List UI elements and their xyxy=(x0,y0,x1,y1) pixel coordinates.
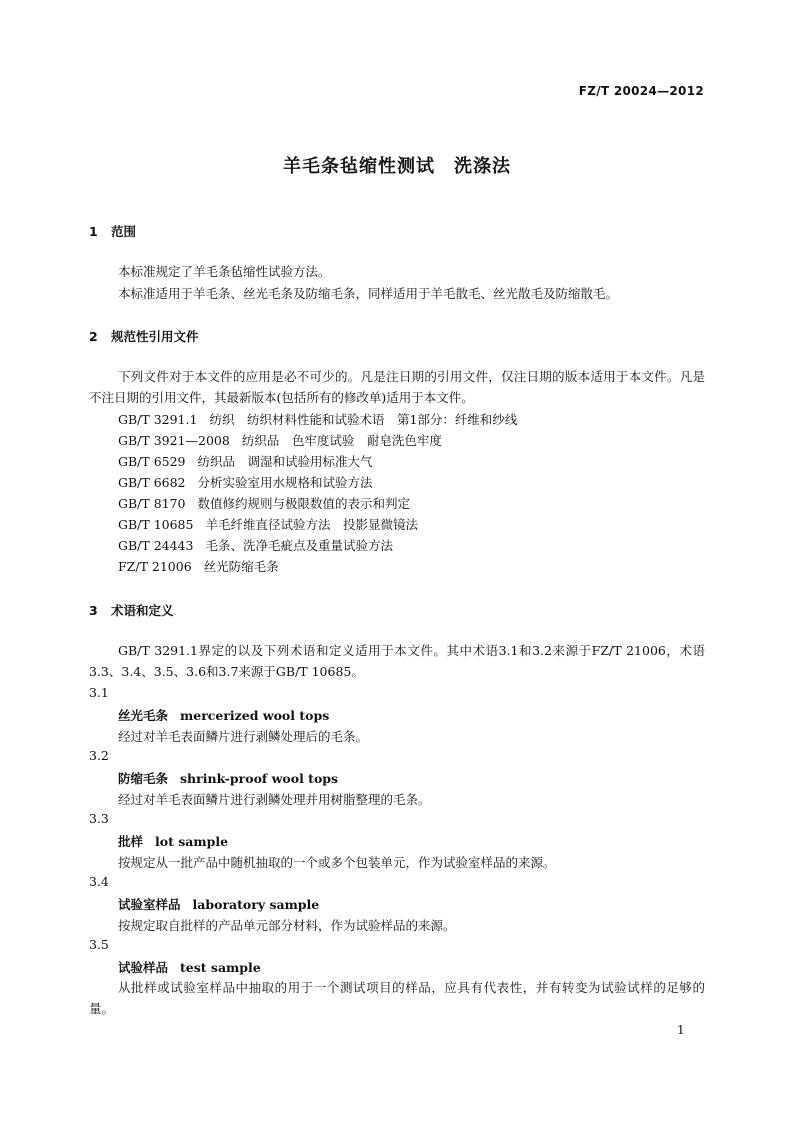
term-zh: 批样 xyxy=(118,834,144,849)
term-en: test sample xyxy=(180,960,261,975)
document-title: 羊毛条毡缩性测试 洗涤法 xyxy=(283,156,511,177)
section-heading-scope xyxy=(89,222,136,240)
reference-item xyxy=(118,452,373,470)
reference-code: GB/T 10685 xyxy=(118,517,194,532)
term-name xyxy=(118,895,319,913)
reference-title: 毛条、洗净毛疵点及重量试验方法 xyxy=(205,538,393,553)
term-number: 3.1 xyxy=(89,685,109,700)
reference-item xyxy=(118,515,418,533)
reference-item xyxy=(118,410,517,428)
section-title: 术语和定义 xyxy=(111,603,174,618)
reference-item xyxy=(118,473,373,491)
reference-title: 纺织品 调湿和试验用标准大气 xyxy=(197,454,373,469)
reference-title: 数值修约规则与极限数值的表示和判定 xyxy=(197,496,411,511)
term-name xyxy=(118,706,329,724)
reference-item xyxy=(118,557,279,575)
term-definition: 经过对羊毛表面鳞片进行剥鳞处理并用树脂整理的毛条。 xyxy=(118,792,431,807)
term-number: 3.4 xyxy=(89,874,109,889)
term-en: shrink-proof wool tops xyxy=(180,771,339,786)
section-number: 2 xyxy=(89,329,98,344)
terms-intro: GB/T 3291.1界定的以及下列术语和定义适用于本文件。其中术语3.1和3.2来源于FZ/T 21006，术语3.3、3.4、3.5、3.6和3.7来源于GB/T 10685。 xyxy=(89,643,705,679)
term-number: 3.2 xyxy=(89,748,109,763)
term-en: laboratory sample xyxy=(192,897,320,912)
section-number: 1 xyxy=(89,224,98,239)
term-number: 3.5 xyxy=(89,937,109,952)
reference-code: GB/T 8170 xyxy=(118,496,186,511)
normative-references-intro: 下列文件对于本文件的应用是必不可少的。凡是注日期的引用文件，仅注日期的版本适用于本文件。凡是不注日期的引用文件，其最新版本(包括所有的修改单)适用于本文件。 xyxy=(89,369,705,405)
reference-title: 羊毛纤维直径试验方法 投影显微镜法 xyxy=(205,517,418,532)
term-number: 3.3 xyxy=(89,811,109,826)
scope-paragraph-1: 本标准规定了羊毛条毡缩性试验方法。 xyxy=(118,264,331,279)
term-definition: 按规定从一批产品中随机抽取的一个或多个包装单元，作为试验室样品的来源。 xyxy=(118,855,556,870)
reference-code: GB/T 3291.1 xyxy=(118,412,198,427)
term-name xyxy=(118,769,338,787)
term-definition: 按规定取自批样的产品单元部分材料，作为试验样品的来源。 xyxy=(118,918,456,933)
term-name xyxy=(118,832,228,850)
reference-code: GB/T 3921—2008 xyxy=(118,433,230,448)
term-name xyxy=(118,958,261,976)
term-zh: 试验样品 xyxy=(118,960,169,975)
section-number: 3 xyxy=(89,603,98,618)
term-definition: 经过对羊毛表面鳞片进行剥鳞处理后的毛条。 xyxy=(118,729,369,744)
reference-code: GB/T 6529 xyxy=(118,454,186,469)
term-en: mercerized wool tops xyxy=(180,708,330,723)
section-heading-terms-definitions xyxy=(89,601,174,619)
section-heading-normative-references xyxy=(89,327,199,345)
reference-item xyxy=(118,431,442,449)
reference-title: 纺织品 色牢度试验 耐皂洗色牢度 xyxy=(241,433,442,448)
term-zh: 丝光毛条 xyxy=(118,708,169,723)
term-zh: 防缩毛条 xyxy=(118,771,169,786)
reference-code: GB/T 6682 xyxy=(118,475,186,490)
reference-item xyxy=(118,494,410,512)
term-zh: 试验室样品 xyxy=(118,897,181,912)
reference-title: 纺织 纺织材料性能和试验术语 第1部分：纤维和纱线 xyxy=(209,412,518,427)
term-en: lot sample xyxy=(155,834,229,849)
reference-item xyxy=(118,536,393,554)
standard-code: FZ/T 20024—2012 xyxy=(578,84,704,98)
scope-paragraph-2: 本标准适用于羊毛条、丝光毛条及防缩毛条，同样适用于羊毛散毛、丝光散毛及防缩散毛。 xyxy=(118,286,619,301)
reference-code: FZ/T 21006 xyxy=(118,559,192,574)
reference-code: GB/T 24443 xyxy=(118,538,194,553)
term-definition: 从批样或试验室样品中抽取的用于一个测试项目的样品，应具有代表性，并有转变为试验试样的足够的量。 xyxy=(89,980,705,1016)
reference-title: 分析实验室用水规格和试验方法 xyxy=(197,475,373,490)
reference-title: 丝光防缩毛条 xyxy=(203,559,279,574)
page-number: 1 xyxy=(677,1023,685,1037)
section-title: 规范性引用文件 xyxy=(111,329,199,344)
section-title: 范围 xyxy=(111,224,137,239)
